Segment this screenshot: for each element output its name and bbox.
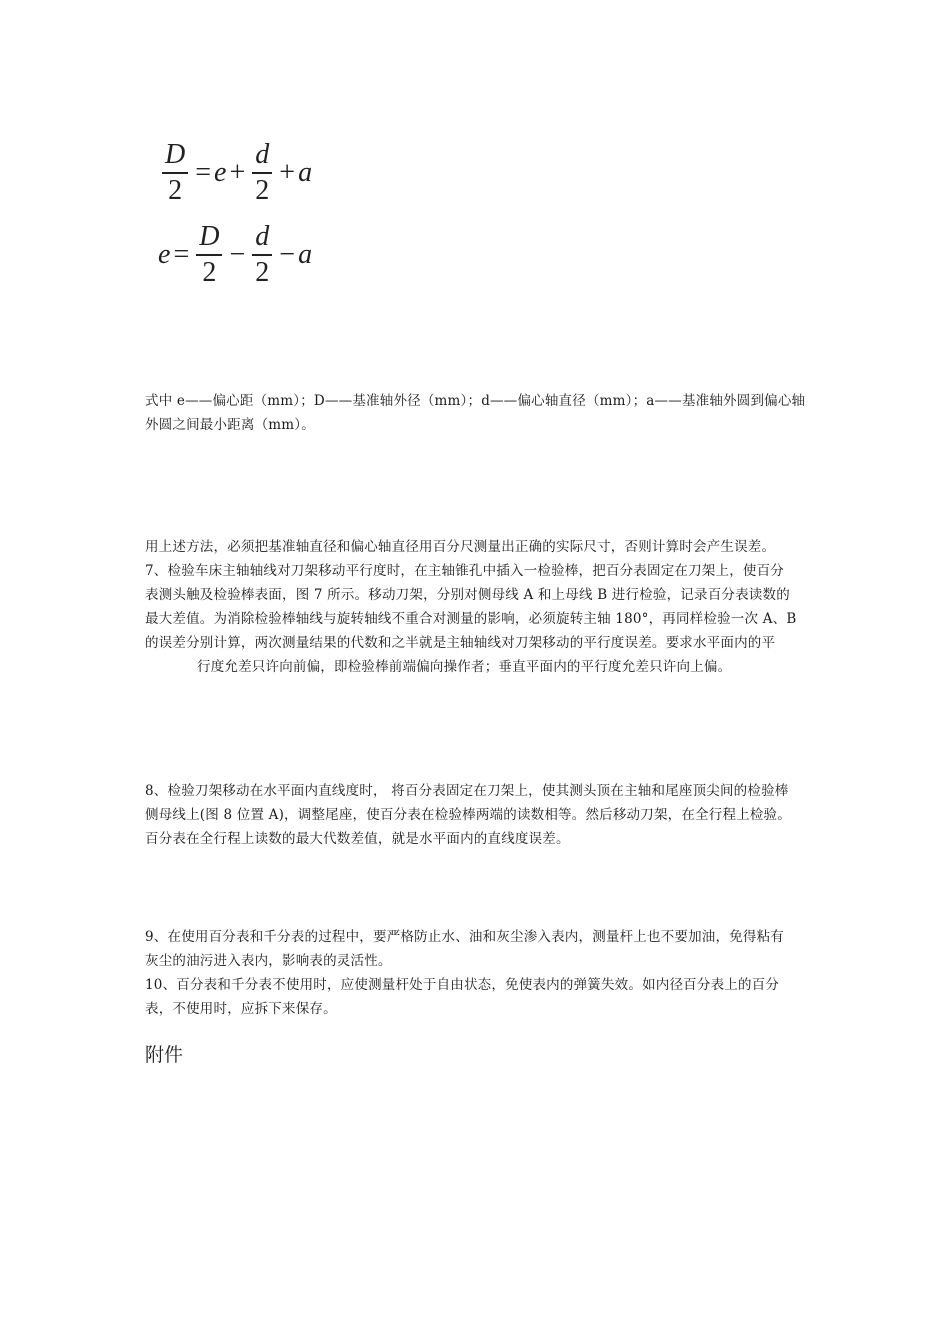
equals-sign: = — [195, 157, 212, 188]
definitions-paragraph — [145, 389, 815, 437]
fraction-denominator: 2 — [255, 257, 270, 288]
variable-a: a — [298, 239, 313, 270]
fraction-numerator: D — [199, 221, 220, 252]
text-line: 10、百分表和千分表不使用时，应使测量杆处于自由状态，免使表内的弹簧失效。如内径百分表上的百分 — [145, 977, 780, 993]
variable-e: e — [214, 157, 227, 188]
fraction-numerator: D — [165, 139, 186, 170]
minus-sign: − — [279, 239, 296, 270]
text-line: 灰尘的油污进入表内，影响表的灵活性。 — [145, 953, 392, 969]
text-line: 表，不使用时，应拆下来保存。 — [145, 1001, 337, 1017]
fraction-d-over-2 — [252, 223, 272, 287]
text-line: 最大差值。为消除检验棒轴线与旋转轴线不重合对测量的影响，必须旋转主轴 180°，再同样检验一次 A、B — [145, 611, 797, 627]
fraction-D-over-2 — [162, 141, 188, 205]
fraction-denominator: 2 — [255, 175, 270, 206]
fraction-D-over-2 — [196, 223, 222, 287]
text-line: 百分表在全行程上读数的最大代数差值，就是水平面内的直线度误差。 — [145, 831, 570, 847]
text-line: 用上述方法，必须把基准轴直径和偏心轴直径用百分尺测量出正确的实际尺寸，否则计算时会产生误差。 — [145, 539, 776, 555]
fraction-numerator: d — [255, 139, 270, 170]
fraction-numerator: d — [255, 221, 270, 252]
item-8-paragraph — [145, 779, 815, 851]
equation-1 — [158, 138, 312, 208]
text-line: 外圆之间最小距离（mm）。 — [145, 417, 315, 433]
variable-a: a — [298, 157, 313, 188]
text-line: 表测头触及检验棒表面，图 7 所示。移动刀架，分别对侧母线 A 和上母线 B 进行检验，记录百分表读数的 — [145, 587, 790, 603]
text-line: 7、检验车床主轴轴线对刀架移动平行度时，在主轴锥孔中插入一检验棒，把百分表固定在刀架上，使百分 — [145, 563, 784, 579]
text-line: 侧母线上(图 8 位置 A)，调整尾座，使百分表在检验棒两端的读数相等。然后移动刀架，在全行程上检验。 — [145, 807, 791, 823]
fraction-denominator: 2 — [168, 175, 183, 206]
equals-sign: = — [173, 239, 190, 270]
text-line: 行度允差只许向前偏，即检验棒前端偏向操作者；垂直平面内的平行度允差只许向上偏。 — [197, 659, 732, 675]
appendix-heading: 附件 — [145, 1044, 184, 1066]
text-line: 的误差分别计算，两次测量结果的代数和之半就是主轴轴线对刀架移动的平行度误差。要求水平面内的平 — [145, 635, 776, 651]
text-line: 8、检验刀架移动在水平面内直线度时， 将百分表固定在刀架上，使其测头顶在主轴和尾座顶尖间的检验棒 — [145, 783, 789, 799]
equation-2 — [158, 220, 312, 290]
fraction-d-over-2 — [252, 141, 272, 205]
text-line: 式中 e——偏心距（mm）；D——基准轴外径（mm）；d——偏心轴直径（mm）；a——基准轴外圆到偏心轴 — [145, 393, 806, 409]
fraction-denominator: 2 — [202, 257, 217, 288]
variable-e: e — [158, 239, 171, 270]
plus-sign: + — [279, 157, 296, 188]
item-9-10-paragraph — [145, 925, 815, 1021]
minus-sign: − — [229, 239, 246, 270]
item-7-paragraph — [145, 535, 815, 679]
plus-sign: + — [229, 157, 246, 188]
text-line: 9、在使用百分表和千分表的过程中，要严格防止水、油和灰尘渗入表内，测量杆上也不要加油，免得粘有 — [145, 929, 784, 945]
